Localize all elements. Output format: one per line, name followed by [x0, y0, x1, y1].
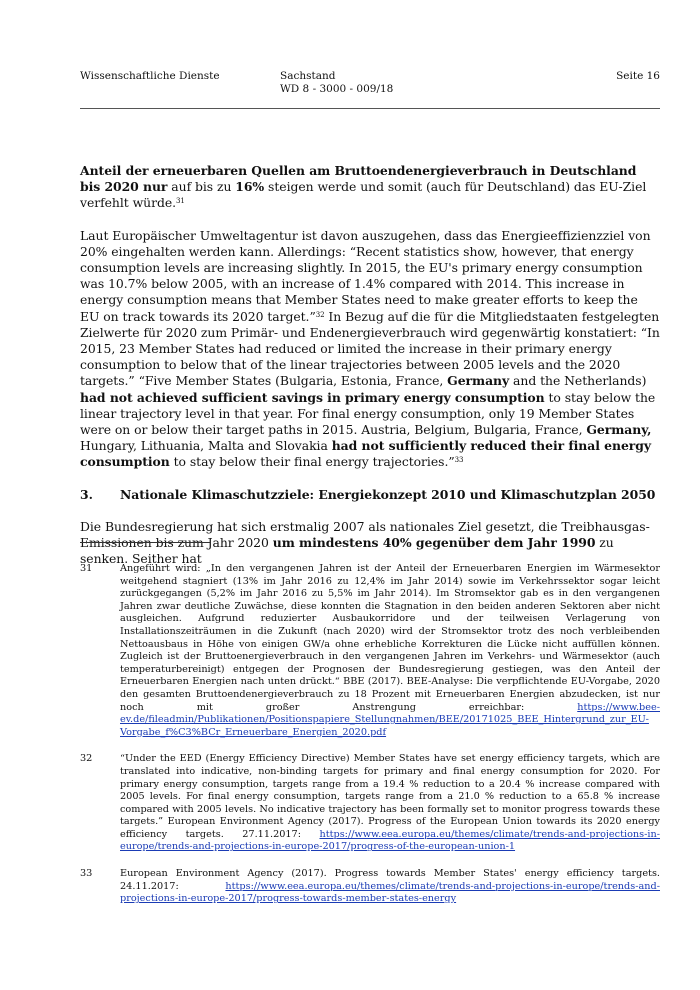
- footnote-32: [80, 753, 660, 854]
- footnote-ref-32[interactable]: 32: [315, 310, 325, 319]
- text-run: Die Bundesregierung hat sich erstmalig 2007 als nationales Ziel gesetzt, die Treibhausgas-Emissionen bis zum Jahr 2020: [80, 518, 650, 551]
- footnote-body: Angeführt wird: „In den vergangenen Jahren ist der Anteil der Erneuerbaren Energien im Wärmesektor weitgehend stagniert (13% im Jahr 2016 zu 12,4% im Jahr 2014) sowie im Verkehrssektor sogar leicht zurückgegangen (5,2% im Jahr 2016 zu 5,5% im Jahr 2014). Im Stromsektor gab es in den vergangenen Jahren zwar deutliche Zuwächse, diese konnten die Stagnation in den beiden anderen Sektoren aber nicht ausgleichen. Aufgrund reduzierter Ausbaukorridore und der teilweisen Verlagerung von Installationszeiträumen in die Zukunft (nach 2020) wird der Stromsektor trotz des noch verbleibenden Nettoausbaus in Höhe von einigen GW/a ohne erhebliche Korrekturen die Lücke nicht auffüllen können. Zugleich ist der Bruttoenergieverbrauch in den vergangenen Jahren im Verkehrs- und Wärmesektor (auch temperaturbereinigt) entgegen der Prognosen der Bundesregierung gestiegen, was den Anteil der Erneuerbaren Energien nach unten drückt.“ BBE (2017). BEE-Analyse: Die verpflichtende EU-Vorgabe, 2020 den gesamten Bruttoendenergieverbrauch zu 18 Prozent mit Erneuerbaren Energien abzudecken, ist nur noch mit großer Anstrengung erreichbar:: [120, 563, 660, 713]
- footnote-number: 32: [80, 753, 93, 765]
- header-page-number: Seite 16: [616, 70, 660, 82]
- bold-run: 16%: [235, 179, 265, 195]
- paragraph-2: [80, 228, 660, 471]
- footnote-ref-33[interactable]: 33: [454, 456, 464, 465]
- footnote-body: “Under the EED (Energy Efficiency Directive) Member States have set energy efficiency targets, which are translated into indicative, non-binding targets for primary and final energy consumption for 2020. For primary energy consumption, targets range from a 19.4 % reduction to a 20.4 % increase compared with 2005 levels. For final energy consumption, targets range from a 21.0 % reduction to a 65.8 % increase compared with 2005 levels. No indicative trajectory has been formally set to monitor progress towards these targets.” European Environment Agency (2017). Progress of the European Union towards its 2020 energy efficiency targets. 27.11.2017:: [120, 753, 660, 840]
- header-doc-id: WD 8 - 3000 - 009/18: [280, 83, 394, 95]
- header-doc-type: Sachstand: [280, 70, 336, 82]
- text-run: Laut Europäischer Umweltagentur ist davon auszugehen, dass das Energieeffizienzziel von 20% eingehalten werden kann. Allerdings: “Recent statistics show, however, that energy consumption levels are increasing slightly. In 2015, the EU's primary energy consumption was 10.7% below 2005, with an increase of 1.4% compared with 2014. This increase in energy consumption means that Member States need to make greater efforts to keep the EU on track towards its 2020 target.”: [80, 227, 651, 324]
- section-number: 3.: [80, 486, 93, 502]
- page-header: [80, 70, 660, 110]
- main-text: [80, 163, 660, 567]
- text-run: Hungary, Lithuania, Malta and Slovakia: [80, 438, 332, 454]
- footnote-text: [120, 563, 660, 739]
- footnote-31: [80, 563, 660, 739]
- text-run: steigen werde und somit (auch für Deutschland) das EU-Ziel verfehlt würde.: [80, 179, 647, 211]
- footnote-divider: [80, 542, 210, 543]
- text-run: to stay below the linear trajectory level in that year. For final energy consumption, only 19 Member States were on or below their target paths in 2015. Austria, Belgium, Bulgaria, France,: [80, 389, 656, 438]
- footnote-number: 33: [80, 868, 93, 880]
- footnote-link[interactable]: https://www.eea.europa.eu/themes/climate/trends-and-projections-in-europe/trends-and-projections-in-europe-2017/progress-of-the-european-union-1: [120, 828, 660, 853]
- section-heading: [80, 487, 660, 503]
- text-run: to stay below their final energy trajectories.”: [169, 454, 455, 470]
- header-divider: [80, 108, 660, 109]
- bold-run: um mindestens 40% gegenüber dem Jahr 1990: [272, 535, 596, 551]
- footnote-body: European Environment Agency (2017). Progress towards Member States' energy efficiency targets. 24.11.2017:: [120, 868, 660, 892]
- bold-run: had not sufficiently reduced their final energy consumption: [80, 438, 652, 470]
- bold-run: Germany,: [586, 422, 652, 438]
- footnote-text: [120, 868, 660, 906]
- paragraph-1-bold: Anteil der erneuerbaren Quellen am Bruttoendenergieverbrauch in Deutschland bis 2020 nur: [80, 163, 637, 195]
- bold-run: Germany: [447, 373, 510, 389]
- footnote-link[interactable]: https://www.eea.europa.eu/themes/climate/trends-and-projections-in-europe/trends-and-projections-in-europe-2017/progress-towards-member-states-energy: [120, 880, 660, 905]
- text-run: and the Netherlands): [509, 373, 647, 389]
- paragraph-1: [80, 163, 660, 212]
- footnotes: [80, 563, 660, 920]
- section-title: Nationale Klimaschutzziele: Energiekonzept 2010 und Klimaschutzplan 2050: [120, 486, 656, 502]
- footnote-link[interactable]: https://www.bee-ev.de/fileadmin/Publikationen/Positionspapiere_Stellungnahmen/BEE/20171025_BEE_Hintergrund_zur_EU-Vorgabe_f%C3%BCr_Erneuerbare_Energien_2020.pdf: [120, 701, 660, 738]
- paragraph-3: [80, 519, 660, 568]
- text-run: zu senken. Seither hat: [80, 535, 614, 567]
- footnote-text: [120, 753, 660, 854]
- bold-run: had not achieved sufficient savings in primary energy consumption: [80, 389, 545, 405]
- header-org: Wissenschaftliche Dienste: [80, 70, 220, 82]
- header-doc-info: [280, 70, 393, 96]
- text-run: auf bis zu: [171, 179, 236, 195]
- footnote-33: [80, 868, 660, 906]
- footnote-number: 31: [80, 563, 93, 574]
- text-run: In Bezug auf die für die Mitgliedstaaten festgelegten Zielwerte für 2020 zum Primär- und Endenergieverbrauch wird gegenwärtig konstatiert: “In 2015, 23 Member States had reduced or limited the increase in their primary energy consumption to below that of the linear trajectories between 2005 levels and the 2020 targets.” “Five Member States (Bulgaria, Estonia, France,: [80, 308, 660, 389]
- footnote-ref-31[interactable]: 31: [176, 197, 185, 206]
